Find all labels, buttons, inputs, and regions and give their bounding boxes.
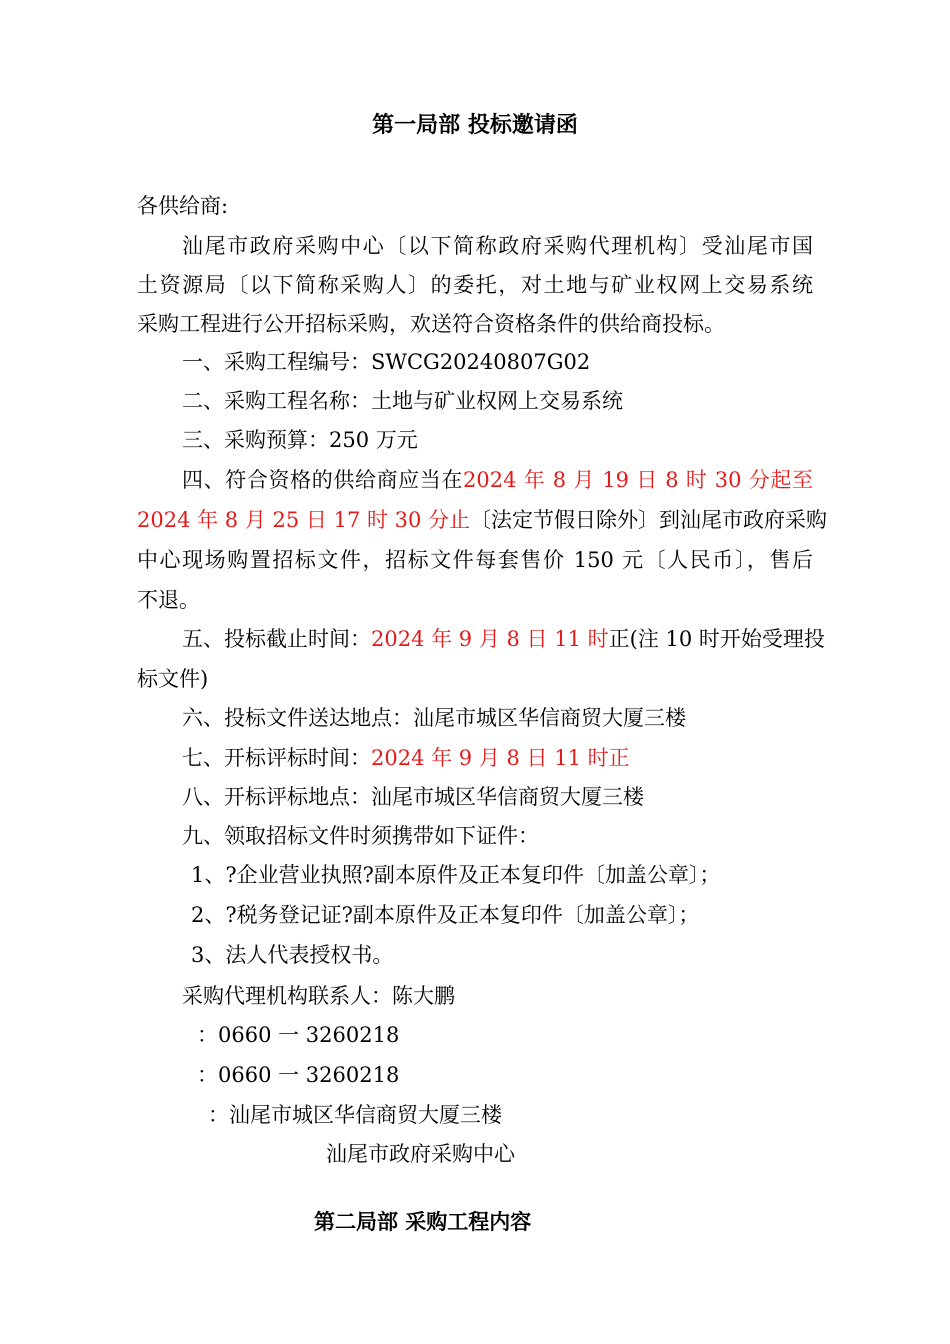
bid-deadline-prefix: 五、投标截止时间：: [182, 627, 371, 651]
bid-deadline-suffix: 正(注 10 时开始受理投: [608, 627, 825, 651]
item-opening-time: [182, 743, 630, 773]
opening-time-value: 2024 年 9 月 8 日 11 时正: [371, 746, 630, 770]
item-purchase-period-line-2: [137, 505, 828, 535]
contact-address: ：汕尾市城区华信商贸大厦三楼: [208, 1103, 502, 1127]
part2-title: 第二局部 采购工程内容: [314, 1209, 532, 1234]
item-bid-deadline-line-2: 标文件): [137, 667, 209, 691]
item-project-name: 二、采购工程名称：土地与矿业权网上交易系统: [182, 389, 623, 413]
item-purchase-prefix: 四、符合资格的供给商应当在: [182, 468, 464, 492]
bid-deadline-time: 2024 年 9 月 8 日 11 时: [371, 627, 609, 651]
contact-fax: ：0660 一 3260218: [197, 1063, 400, 1087]
item-budget: 三、采购预算：250 万元: [182, 428, 418, 452]
intro-line-2: 土资源局〔以下简称采购人〕的委托，对土地与矿业权网上交易系统: [137, 273, 813, 297]
purchase-location: 〔法定节假日除外〕到汕尾市政府采购: [470, 508, 828, 532]
item-bid-location: 六、投标文件送达地点：汕尾市城区华信商贸大厦三楼: [182, 706, 686, 730]
document-authorization: 3、法人代表授权书。: [191, 943, 394, 967]
item-purchase-period-line-1: [182, 465, 813, 495]
document-business-license: 1、?企业营业执照?副本原件及正本复印件〔加盖公章〕；: [191, 863, 721, 887]
signature: 汕尾市政府采购中心: [326, 1142, 515, 1166]
purchase-end-date: 2024 年 8 月 25 日 17 时 30 分止: [137, 508, 471, 532]
item-required-documents: 九、领取招标文件时须携带如下证件：: [182, 824, 539, 848]
part1-title: 第一局部 投标邀请函: [372, 112, 578, 138]
intro-line-3: 采购工程进行公开招标采购，欢送符合资格条件的供给商投标。: [137, 312, 725, 336]
opening-time-prefix: 七、开标评标时间：: [182, 746, 371, 770]
contact-person: 采购代理机构联系人：陈大鹏: [182, 984, 455, 1008]
contact-phone: ：0660 一 3260218: [197, 1023, 400, 1047]
purchase-start-date: 2024 年 8 月 19 日 8 时 30 分起至: [463, 468, 814, 492]
greeting: 各供给商:: [137, 194, 229, 218]
intro-line-1: 汕尾市政府采购中心〔以下简称政府采购代理机构〕受汕尾市国: [182, 234, 813, 258]
item-project-number: 一、采购工程编号：SWCG20240807G02: [182, 350, 591, 374]
item-purchase-period-line-3: 中心现场购置招标文件，招标文件每套售价 150 元〔人民币〕，售后: [137, 548, 813, 572]
item-opening-location: 八、开标评标地点：汕尾市城区华信商贸大厦三楼: [182, 785, 644, 809]
document-tax-registration: 2、?税务登记证?副本原件及正本复印件〔加盖公章〕；: [191, 903, 700, 927]
item-purchase-period-line-4: 不退。: [137, 588, 200, 612]
item-bid-deadline-line-1: [182, 624, 825, 654]
